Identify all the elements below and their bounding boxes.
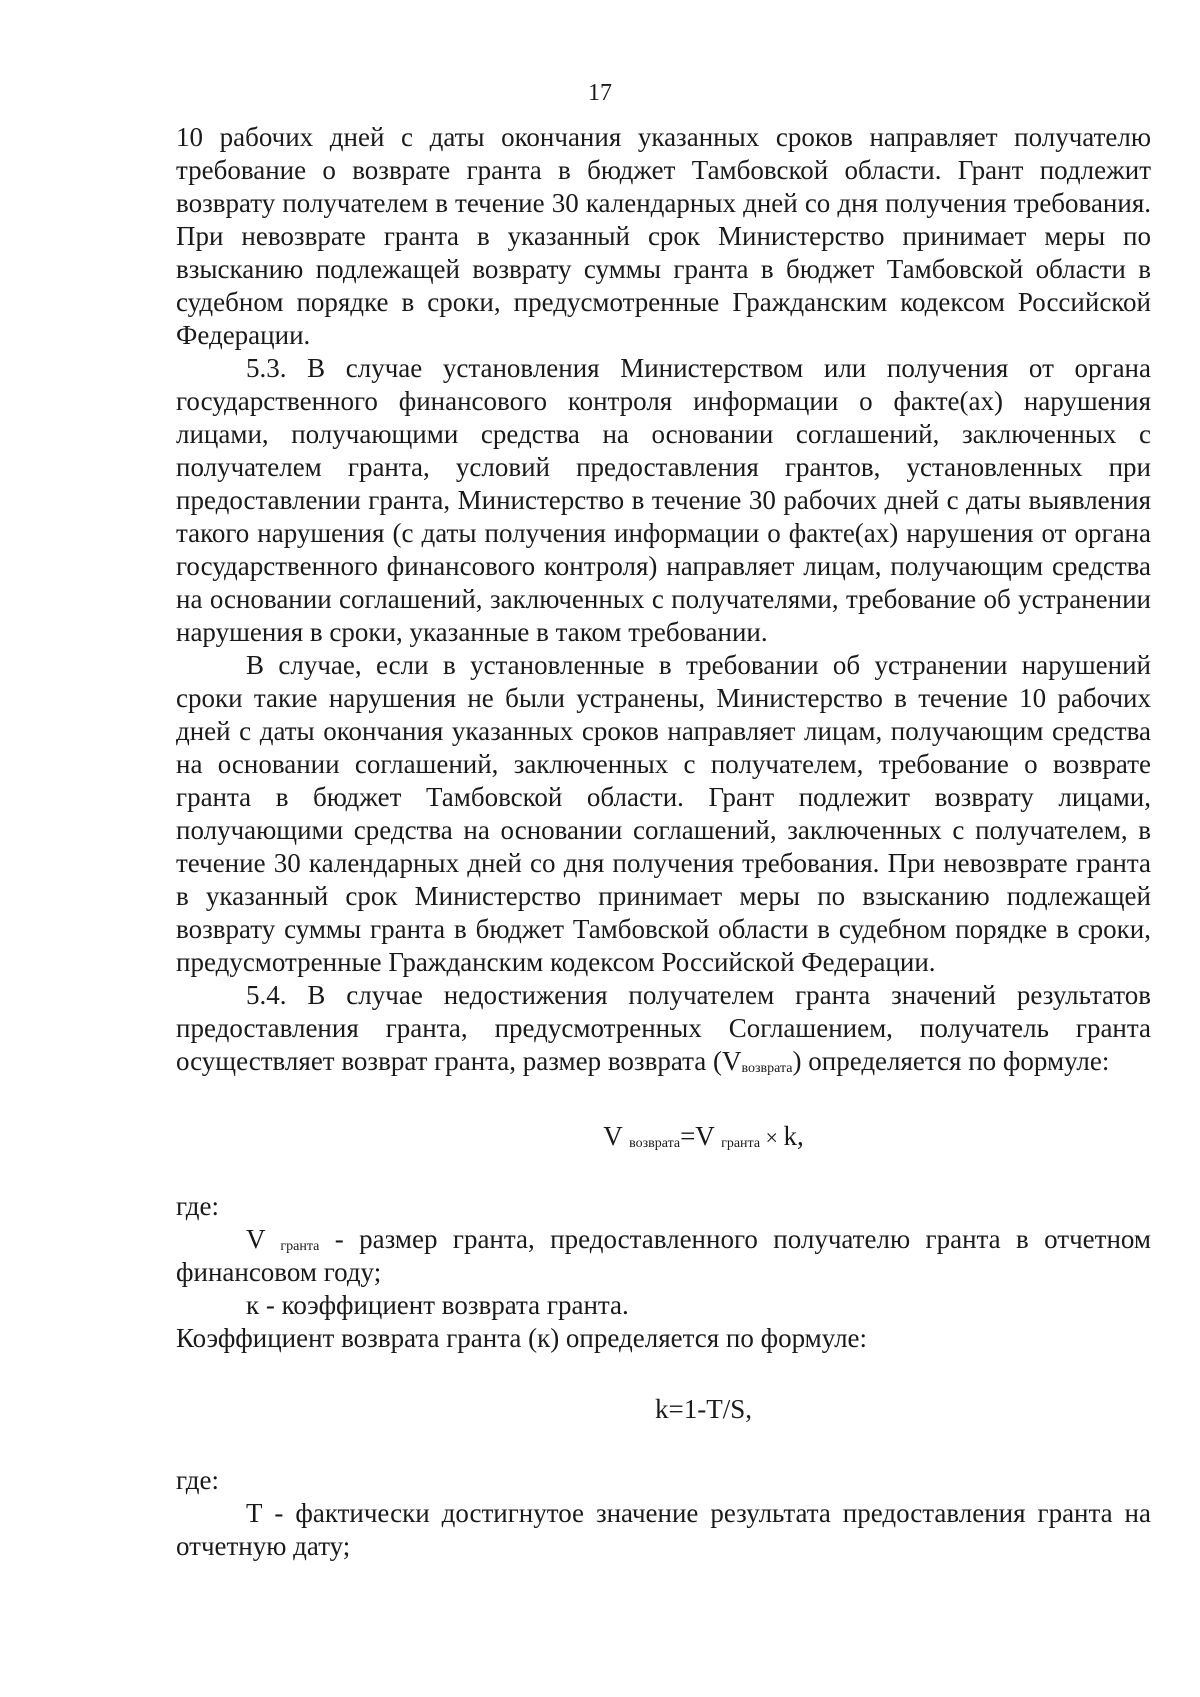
definition-v-subscript: гранта — [280, 1239, 320, 1254]
paragraph-5-3-continued: В случае, если в установленные в требовании об устранении нарушений сроки такие нарушения не были устранены, Министерство в течение 10 рабочих дней с даты окончания указанных сроков направляет лицам, получающим средства на основании соглашений, заключенных с получателем, требование о возврате гранта в бюджет Тамбовской области. Грант подлежит возврату лицами, получающими средства на основании соглашений, заключенных с получателем, в течение 30 календарных дней со дня получения требования. При невозврате гранта в указанный срок Министерство принимает меры по взысканию подлежащей возврату суммы гранта в бюджет Тамбовской области в судебном порядке в сроки, предусмотренные Гражданским кодексом Российской Федерации. — [176, 650, 1151, 977]
page-number: 17 — [588, 80, 612, 106]
formula-v-left: V — [603, 1121, 630, 1151]
subscript-vozvrata: возврата — [741, 1061, 793, 1076]
multiply-sign: × — [760, 1125, 784, 1150]
k-formula-intro: Коэффициент возврата гранта (к) определяется по формуле: — [176, 1323, 868, 1353]
where-label-2: где: — [176, 1465, 219, 1495]
definition-k: к - коэффициент возврата гранта. — [246, 1290, 629, 1320]
paragraph-5-4-text-before: 5.4. В случае недостижения получателем гранта значений результатов предоставления гранта, предусмотренных Соглашением, получатель гранта осуществляет возврат гранта, размер возврата (V — [176, 980, 1151, 1076]
definition-v-granta — [176, 1223, 1151, 1289]
paragraph-5-3: 5.3. В случае установления Министерством или получения от органа государственного финансового контроля информации о факте(ах) нарушения лицами, получающими средства на основании соглашений, заключенных с получателем гранта, условий предоставления грантов, установленных при предоставлении гранта, Министерство в течение 30 рабочих дней с даты выявления такого нарушения (с даты получения информации о факте(ах) нарушения от органа государственного финансового контроля) направляет лицам, получающим средства на основании соглашений, заключенных с получателями, требование об устранении нарушения в сроки, указанные в таком требовании. — [176, 353, 1151, 647]
formula-sub-vozvrata: возврата — [629, 1136, 681, 1151]
definition-v-text: - размер гранта, предоставленного получателю гранта в отчетном финансовом году; — [176, 1224, 1151, 1287]
document-body — [176, 121, 1151, 1563]
formula-k: k=1-T/S, — [655, 1394, 752, 1424]
paragraph-5-4-text-after: ) определяется по формуле: — [792, 1046, 1110, 1076]
paragraph-continuation: 10 рабочих дней с даты окончания указанных сроков направляет получателю требование о возврате гранта в бюджет Тамбовской области. Грант подлежит возврату получателем в течение 30 календарных дней со дня получения требования. При невозврате гранта в указанный срок Министерство принимает меры по взысканию подлежащей возврату суммы гранта в бюджет Тамбовской области в судебном порядке в сроки, предусмотренные Гражданским кодексом Российской Федерации. — [176, 122, 1151, 350]
paragraph-5-4 — [176, 979, 1151, 1078]
definition-t: Т - фактически достигнутое значение результата предоставления гранта на отчетную дату; — [176, 1498, 1151, 1561]
formula-k: k, — [783, 1121, 804, 1151]
formula-sub-granta: гранта — [721, 1136, 761, 1151]
formula-v-vozvrata — [176, 1078, 1151, 1190]
formula-equals-v: =V — [680, 1121, 722, 1151]
where-label-1: где: — [176, 1191, 219, 1221]
definition-v-symbol: V — [246, 1224, 281, 1254]
